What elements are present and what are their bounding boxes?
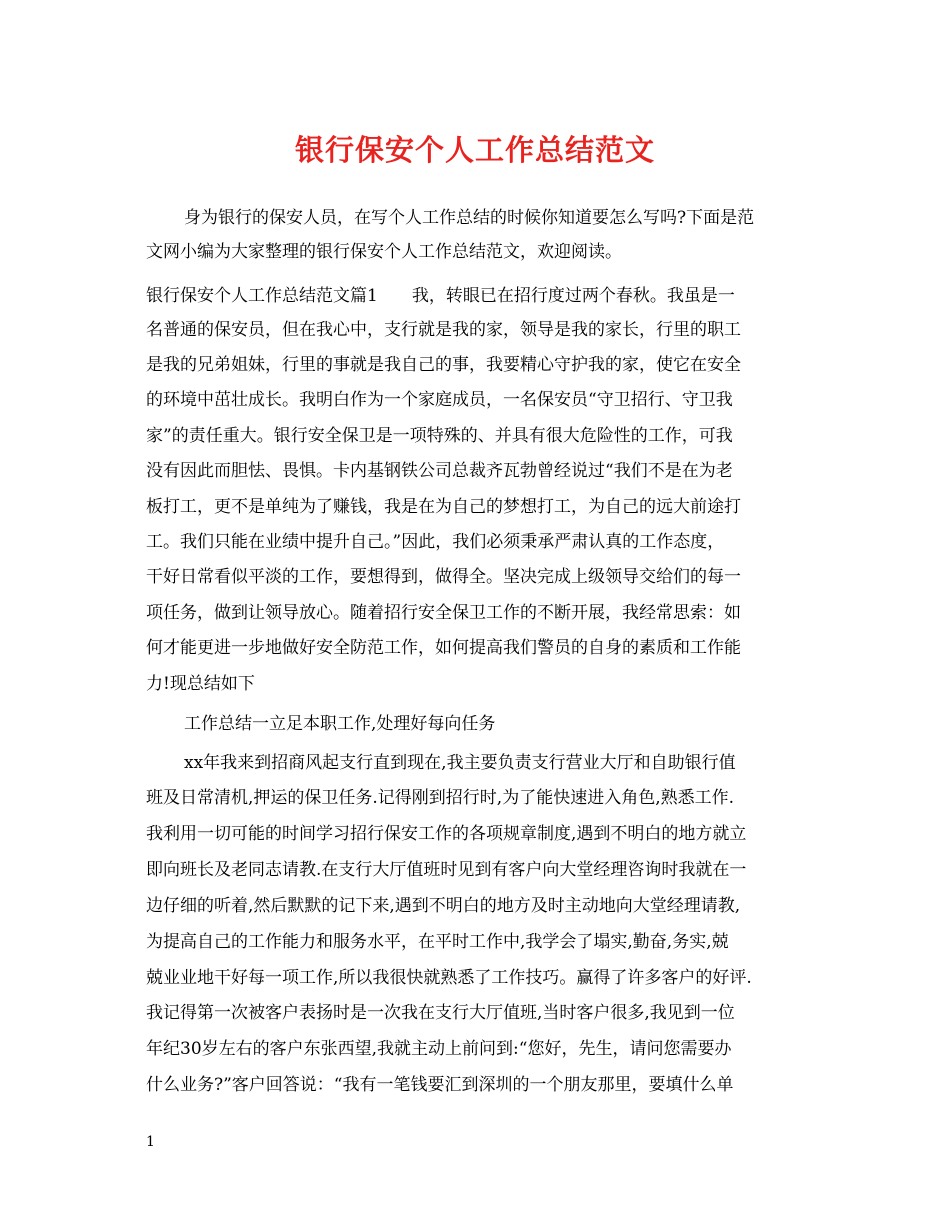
paragraph-line: 没有因此而胆怯、畏惧。卡内基钢铁公司总裁齐瓦勃曾经说过“我们不是在为老 bbox=[146, 461, 733, 481]
paragraph-line: 力!现总结如下 bbox=[146, 674, 255, 694]
paragraph-line: 文网小编为大家整理的银行保安个人工作总结范文，欢迎阅读。 bbox=[146, 242, 622, 262]
paragraph-line: 的环境中茁壮成长。我明白作为一个家庭成员，一名保安员“守卫招行、守卫我 bbox=[146, 390, 733, 410]
page-number: 1 bbox=[146, 1134, 155, 1150]
paragraph-line: 为提高自己的工作能力和服务水平，在平时工作中,我学会了塌实,勤奋,务实,兢 bbox=[146, 932, 729, 952]
paragraph-line: 我利用一切可能的时间学习招行保安工作的各项规章制度,遇到不明白的地方就立 bbox=[146, 824, 747, 844]
paragraph-line: 身为银行的保安人员，在写个人工作总结的时候你知道要怎么写吗?下面是范 bbox=[184, 208, 755, 228]
paragraph-line: 干好日常看似平淡的工作，要想得到，做得全。坚决完成上级领导交给们的每一 bbox=[146, 567, 741, 587]
paragraph-line: 银行保安个人工作总结范文篇1 我，转眼已在招行度过两个春秋。我虽是一 bbox=[146, 286, 735, 306]
paragraph-line: 家”的责任重大。银行安全保卫是一项特殊的、并具有很大危险性的工作，可我 bbox=[146, 426, 733, 446]
paragraph-line: xx年我来到招商风起支行直到现在,我主要负责支行营业大厅和自助银行值 bbox=[184, 753, 736, 773]
section-heading: 工作总结一立足本职工作,处理好每向任务 bbox=[184, 714, 496, 734]
paragraph-line: 我记得第一次被客户表扬时是一次我在支行大厅值班,当时客户很多,我见到一位 bbox=[146, 1003, 735, 1023]
paragraph-line: 项任务，做到让领导放心。随着招行安全保卫工作的不断开展，我经常思索：如 bbox=[146, 603, 741, 623]
paragraph-line: 名普通的保安员，但在我心中，支行就是我的家，领导是我的家长，行里的职工 bbox=[146, 320, 741, 340]
paragraph-line: 即向班长及老同志请教.在支行大厅值班时见到有客户向大堂经理咨询时我就在一 bbox=[146, 860, 747, 880]
paragraph-line: 年纪30岁左右的客户东张西望,我就主动上前问到:“您好，先生，请问您需要办 bbox=[146, 1039, 732, 1059]
page-title: 银行保安个人工作总结范文 bbox=[294, 133, 655, 167]
paragraph-line: 什么业务?”客户回答说：“我有一笔钱要汇到深圳的一个朋友那里，要填什么单 bbox=[146, 1075, 734, 1095]
paragraph-line: 兢业业地干好每一项工作,所以我很快就熟悉了工作技巧。赢得了许多客户的好评. bbox=[146, 968, 752, 988]
paragraph-line: 板打工，更不是单纯为了赚钱，我是在为自己的梦想打工，为自己的远大前途打 bbox=[146, 497, 741, 517]
paragraph-line: 边仔细的听着,然后默默的记下来,遇到不明白的地方及时主动地向大堂经理请教, bbox=[146, 896, 741, 916]
paragraph-line: 班及日常清机,押运的保卫任务.记得刚到招行时,为了能快速进入角色,熟悉工作. bbox=[146, 788, 735, 808]
paragraph-line: 工。我们只能在业绩中提升自己。”因此，我们必须秉承严肃认真的工作态度， bbox=[146, 532, 725, 552]
paragraph-line: 是我的兄弟姐妹，行里的事就是我自己的事，我要精心守护我的家，使它在安全 bbox=[146, 355, 741, 375]
paragraph-line: 何才能更进一步地做好安全防范工作，如何提高我们警员的自身的素质和工作能 bbox=[146, 638, 741, 658]
